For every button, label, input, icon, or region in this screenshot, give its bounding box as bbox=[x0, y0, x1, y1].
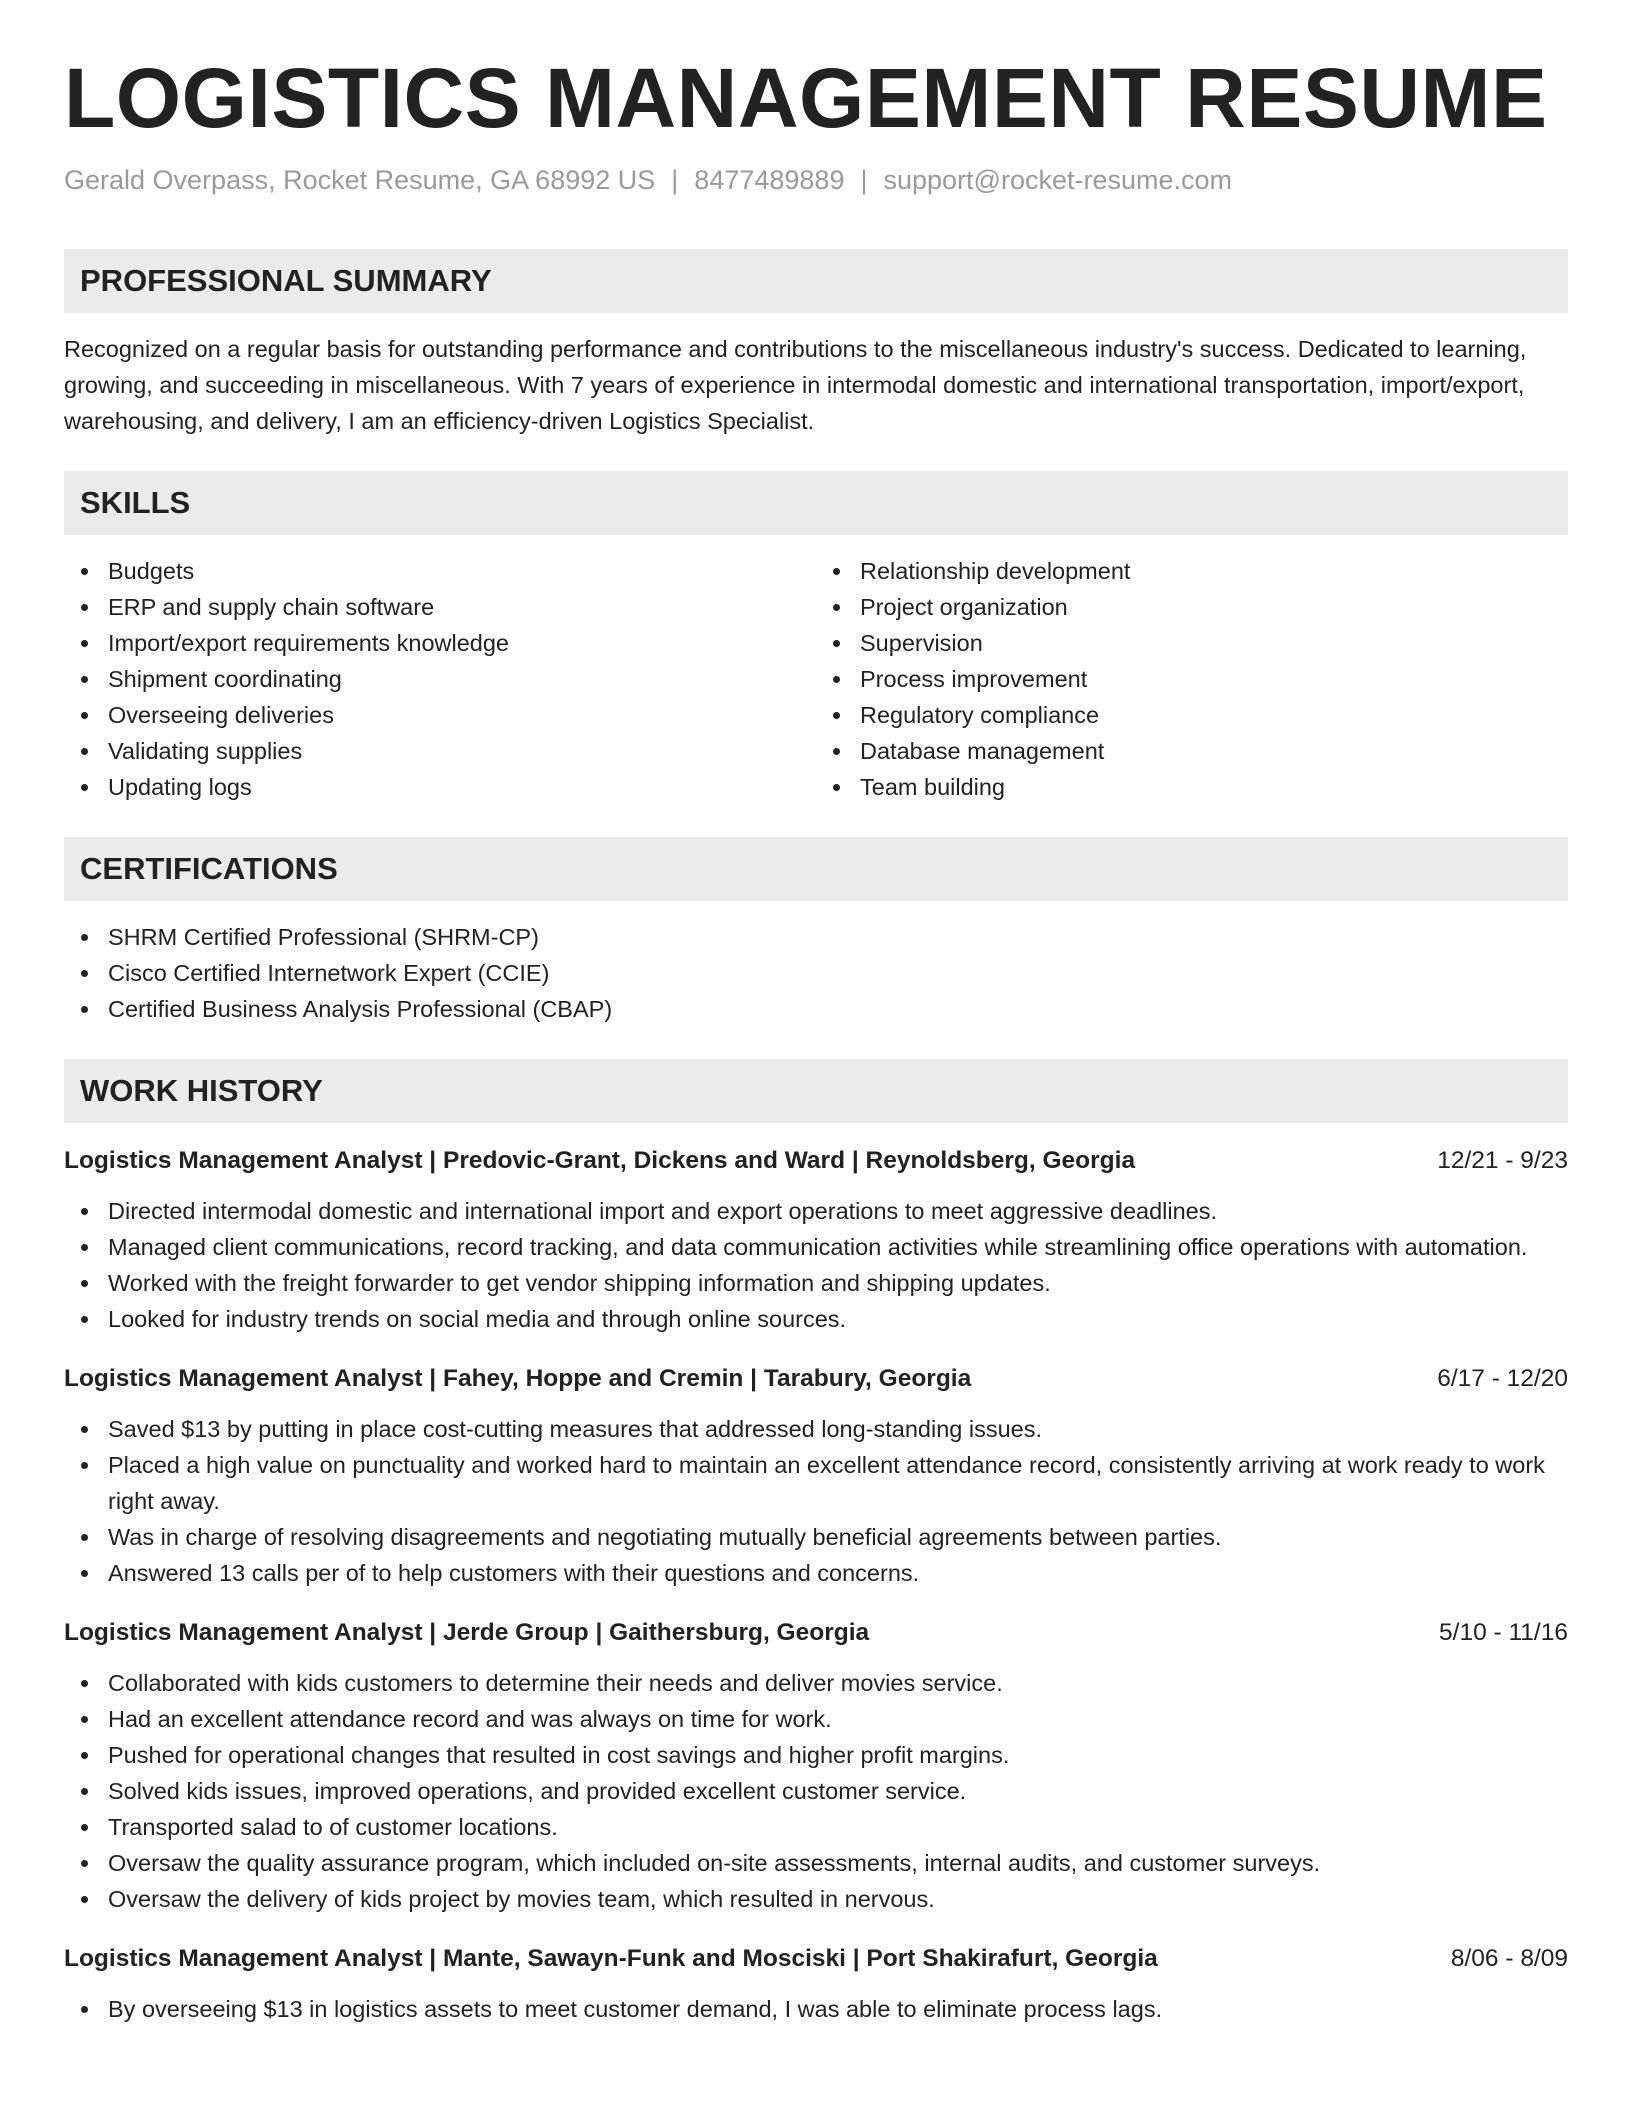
job-bullet: Transported salad to of customer locations. bbox=[64, 1809, 1568, 1845]
job-bullet: Placed a high value on punctuality and worked hard to maintain an excellent attendance record, consistently arriving at work ready to work right away. bbox=[64, 1447, 1568, 1519]
job-bullet: Looked for industry trends on social media and through online sources. bbox=[64, 1301, 1568, 1337]
section-heading-skills: SKILLS bbox=[64, 471, 1568, 535]
job-entry bbox=[64, 1143, 1568, 1337]
job-entry bbox=[64, 1615, 1568, 1917]
skill-item: Team building bbox=[816, 769, 1568, 805]
skill-item: Import/export requirements knowledge bbox=[64, 625, 816, 661]
skill-item: Validating supplies bbox=[64, 733, 816, 769]
certification-item: Cisco Certified Internetwork Expert (CCIE) bbox=[64, 955, 1568, 991]
job-title: Logistics Management Analyst | Mante, Sawayn-Funk and Mosciski | Port Shakirafurt, Georgia bbox=[64, 1944, 1158, 1972]
contact-line bbox=[64, 164, 1568, 196]
job-header bbox=[64, 1615, 1568, 1651]
job-bullets bbox=[64, 1991, 1568, 2027]
job-header bbox=[64, 1143, 1568, 1179]
skill-item: Overseeing deliveries bbox=[64, 697, 816, 733]
skill-item: Process improvement bbox=[816, 661, 1568, 697]
certification-item: SHRM Certified Professional (SHRM-CP) bbox=[64, 919, 1568, 955]
job-bullet: Collaborated with kids customers to determine their needs and deliver movies service. bbox=[64, 1665, 1568, 1701]
skills-list-left bbox=[64, 553, 816, 805]
job-bullets bbox=[64, 1411, 1568, 1591]
contact-phone: 8477489889 bbox=[694, 165, 845, 196]
job-dates: 8/06 - 8/09 bbox=[1450, 1944, 1568, 1972]
skill-item: Updating logs bbox=[64, 769, 816, 805]
section-heading-certifications: CERTIFICATIONS bbox=[64, 837, 1568, 901]
job-title: Logistics Management Analyst | Fahey, Hoppe and Cremin | Tarabury, Georgia bbox=[64, 1364, 972, 1392]
skill-item: Relationship development bbox=[816, 553, 1568, 589]
skill-item: Database management bbox=[816, 733, 1568, 769]
job-bullet: Oversaw the delivery of kids project by movies team, which resulted in nervous. bbox=[64, 1881, 1568, 1917]
section-heading-work-history: WORK HISTORY bbox=[64, 1059, 1568, 1123]
skills-grid bbox=[64, 553, 1568, 805]
job-bullet: By overseeing $13 in logistics assets to meet customer demand, I was able to eliminate process lags. bbox=[64, 1991, 1568, 2027]
job-bullet: Pushed for operational changes that resulted in cost savings and higher profit margins. bbox=[64, 1737, 1568, 1773]
certifications-list bbox=[64, 919, 1568, 1027]
job-bullet: Directed intermodal domestic and international import and export operations to meet aggressive deadlines. bbox=[64, 1193, 1568, 1229]
job-entry bbox=[64, 1941, 1568, 2027]
skill-item: Supervision bbox=[816, 625, 1568, 661]
job-bullet: Worked with the freight forwarder to get vendor shipping information and shipping updates. bbox=[64, 1265, 1568, 1301]
summary-text: Recognized on a regular basis for outstanding performance and contributions to the miscellaneous industry's success. Dedicated to learning, growing, and succeeding in miscellaneous. With 7 years of experience in intermodal domestic and international transportation, import/export, warehousing, and delivery, I am an efficiency-driven Logistics Specialist. bbox=[64, 335, 1527, 434]
skill-item: Regulatory compliance bbox=[816, 697, 1568, 733]
job-bullet: Was in charge of resolving disagreements and negotiating mutually beneficial agreements between parties. bbox=[64, 1519, 1568, 1555]
job-bullet: Solved kids issues, improved operations, and provided excellent customer service. bbox=[64, 1773, 1568, 1809]
job-bullets bbox=[64, 1193, 1568, 1337]
contact-email[interactable]: support@rocket-resume.com bbox=[883, 165, 1233, 196]
job-header bbox=[64, 1361, 1568, 1397]
skill-item: Shipment coordinating bbox=[64, 661, 816, 697]
job-dates: 12/21 - 9/23 bbox=[1437, 1146, 1568, 1174]
contact-address: Gerald Overpass, Rocket Resume, GA 68992 US bbox=[64, 165, 656, 196]
skill-item: Budgets bbox=[64, 553, 816, 589]
certification-item: Certified Business Analysis Professional (CBAP) bbox=[64, 991, 1568, 1027]
skill-item: ERP and supply chain software bbox=[64, 589, 816, 625]
job-dates: 6/17 - 12/20 bbox=[1437, 1364, 1568, 1392]
job-bullets bbox=[64, 1665, 1568, 1917]
job-bullet: Had an excellent attendance record and was always on time for work. bbox=[64, 1701, 1568, 1737]
job-bullet: Managed client communications, record tracking, and data communication activities while streamlining office operations with automation. bbox=[64, 1229, 1568, 1265]
job-bullet: Oversaw the quality assurance program, which included on-site assessments, internal audits, and customer surveys. bbox=[64, 1845, 1568, 1881]
job-dates: 5/10 - 11/16 bbox=[1439, 1618, 1568, 1646]
job-title: Logistics Management Analyst | Predovic-Grant, Dickens and Ward | Reynoldsberg, Georgia bbox=[64, 1146, 1136, 1174]
skills-list-right bbox=[816, 553, 1568, 805]
resume-title: LOGISTICS MANAGEMENT RESUME bbox=[64, 51, 1548, 145]
section-heading-summary: PROFESSIONAL SUMMARY bbox=[64, 249, 1568, 313]
skill-item: Project organization bbox=[816, 589, 1568, 625]
contact-separator: | bbox=[860, 165, 868, 196]
job-title: Logistics Management Analyst | Jerde Group | Gaithersburg, Georgia bbox=[64, 1618, 870, 1646]
job-bullet: Answered 13 calls per of to help customers with their questions and concerns. bbox=[64, 1555, 1568, 1591]
contact-separator: | bbox=[671, 165, 679, 196]
job-bullet: Saved $13 by putting in place cost-cutting measures that addressed long-standing issues. bbox=[64, 1411, 1568, 1447]
work-history-list bbox=[64, 1143, 1568, 2027]
job-entry bbox=[64, 1361, 1568, 1591]
job-header bbox=[64, 1941, 1568, 1977]
